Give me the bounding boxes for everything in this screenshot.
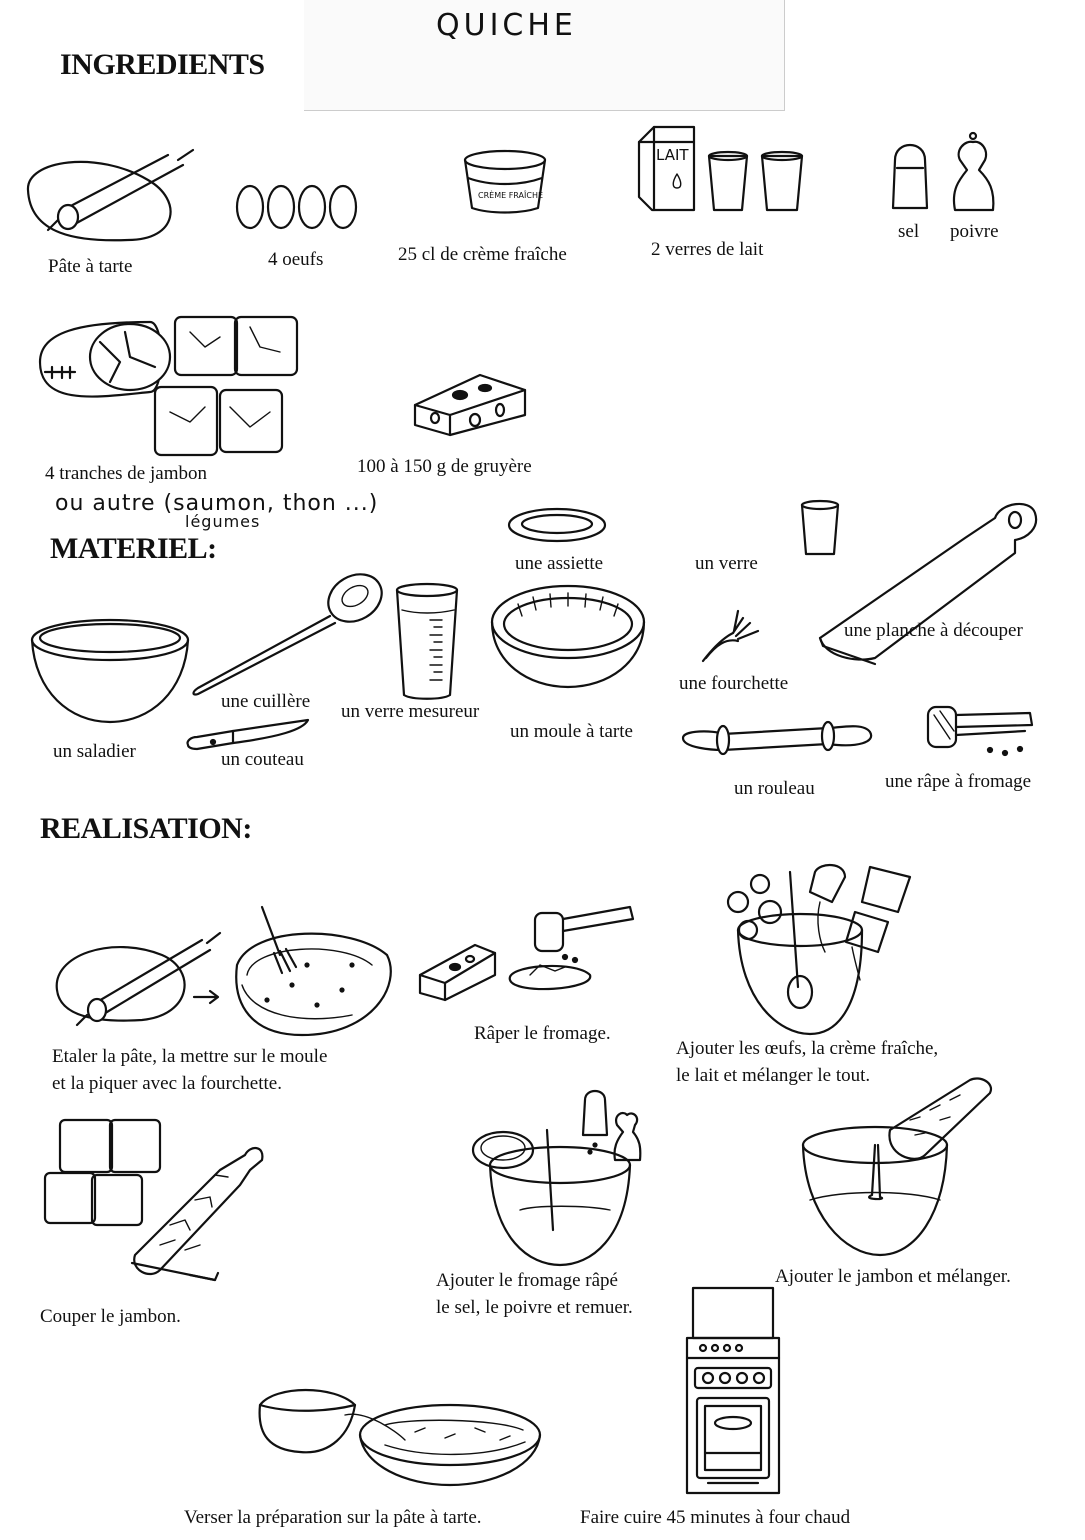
salt-shaker-icon xyxy=(885,130,1015,215)
salad-bowl-icon xyxy=(30,612,195,727)
step6-text: Ajouter le jambon et mélanger. xyxy=(775,1266,1011,1287)
step3-line1: Ajouter les œufs, la crème fraîche, xyxy=(676,1038,939,1059)
label-lait: 2 verres de lait xyxy=(651,239,764,260)
handwritten-note-alternatives: ou autre (saumon, thon ...) xyxy=(55,491,379,516)
fork-icon xyxy=(698,603,768,665)
label-rape: une râpe à fromage xyxy=(885,771,1032,792)
title-card xyxy=(304,0,785,111)
label-assiette: une assiette xyxy=(515,553,604,574)
step2-text: Râper le fromage. xyxy=(474,1023,611,1044)
step3-line2: le lait et mélanger le tout. xyxy=(676,1065,871,1086)
step3-illustration xyxy=(720,862,920,1037)
step1-line1: Etaler la pâte, la mettre sur le moule xyxy=(52,1046,328,1067)
oven-icon xyxy=(683,1283,783,1498)
label-couteau: un couteau xyxy=(221,749,304,770)
milk-carton-icon xyxy=(634,122,814,217)
label-oeufs: 4 oeufs xyxy=(268,249,324,270)
label-planche: une planche à découper xyxy=(844,620,1023,641)
label-jambon: 4 tranches de jambon xyxy=(45,463,207,484)
label-rouleau: un rouleau xyxy=(734,778,815,799)
label-verre-mesureur: un verre mesureur xyxy=(341,701,480,722)
eggs-icon xyxy=(235,182,365,234)
step7-illustration xyxy=(255,1380,545,1495)
label-cuillere: une cuillère xyxy=(221,691,311,712)
label-moule: un moule à tarte xyxy=(510,721,633,742)
step4-illustration xyxy=(40,1115,265,1285)
step1-illustration xyxy=(52,905,397,1040)
cheese-grater-icon xyxy=(920,695,1040,765)
label-fourchette: une fourchette xyxy=(679,673,789,694)
spoon-icon xyxy=(190,568,390,698)
cream-pot-text: CRÈME FRAÎCHE xyxy=(478,191,544,200)
step5-line1: Ajouter le fromage râpé xyxy=(436,1270,618,1291)
heading-materiel: MATERIEL: xyxy=(50,532,217,565)
step6-illustration xyxy=(800,1075,995,1260)
cheese-icon xyxy=(410,370,530,440)
step1-line2: et la piquer avec la fourchette. xyxy=(52,1073,282,1094)
label-gruyere: 100 à 150 g de gruyère xyxy=(357,456,532,477)
page-title: QUICHE xyxy=(436,8,577,43)
step2-illustration xyxy=(415,905,635,1005)
ham-slices-icon xyxy=(30,312,310,467)
heading-ingredients: INGREDIENTS xyxy=(60,48,265,81)
label-verre: un verre xyxy=(695,553,758,574)
step7-text: Verser la préparation sur la pâte à tarte. xyxy=(184,1507,482,1528)
step8-text: Faire cuire 45 minutes à four chaud xyxy=(580,1507,851,1528)
cream-pot-icon xyxy=(460,148,550,218)
label-pate: Pâte à tarte xyxy=(48,256,133,277)
label-sel: sel xyxy=(898,221,920,242)
step4-text: Couper le jambon. xyxy=(40,1306,181,1327)
heading-realisation: REALISATION: xyxy=(40,812,252,845)
label-saladier: un saladier xyxy=(53,741,136,762)
plate-icon xyxy=(505,505,610,545)
measuring-glass-icon xyxy=(392,580,462,705)
rolling-pin-icon xyxy=(678,710,878,765)
label-creme: 25 cl de crème fraîche xyxy=(398,244,567,265)
tart-mould-icon xyxy=(488,582,648,692)
milk-carton-text: LAIT xyxy=(656,146,689,164)
label-poivre: poivre xyxy=(950,221,999,242)
step5-illustration xyxy=(465,1090,645,1270)
handwritten-note-legumes: légumes xyxy=(185,512,261,531)
pastry-dough-icon xyxy=(18,140,198,250)
step5-line2: le sel, le poivre et remuer. xyxy=(436,1297,633,1318)
